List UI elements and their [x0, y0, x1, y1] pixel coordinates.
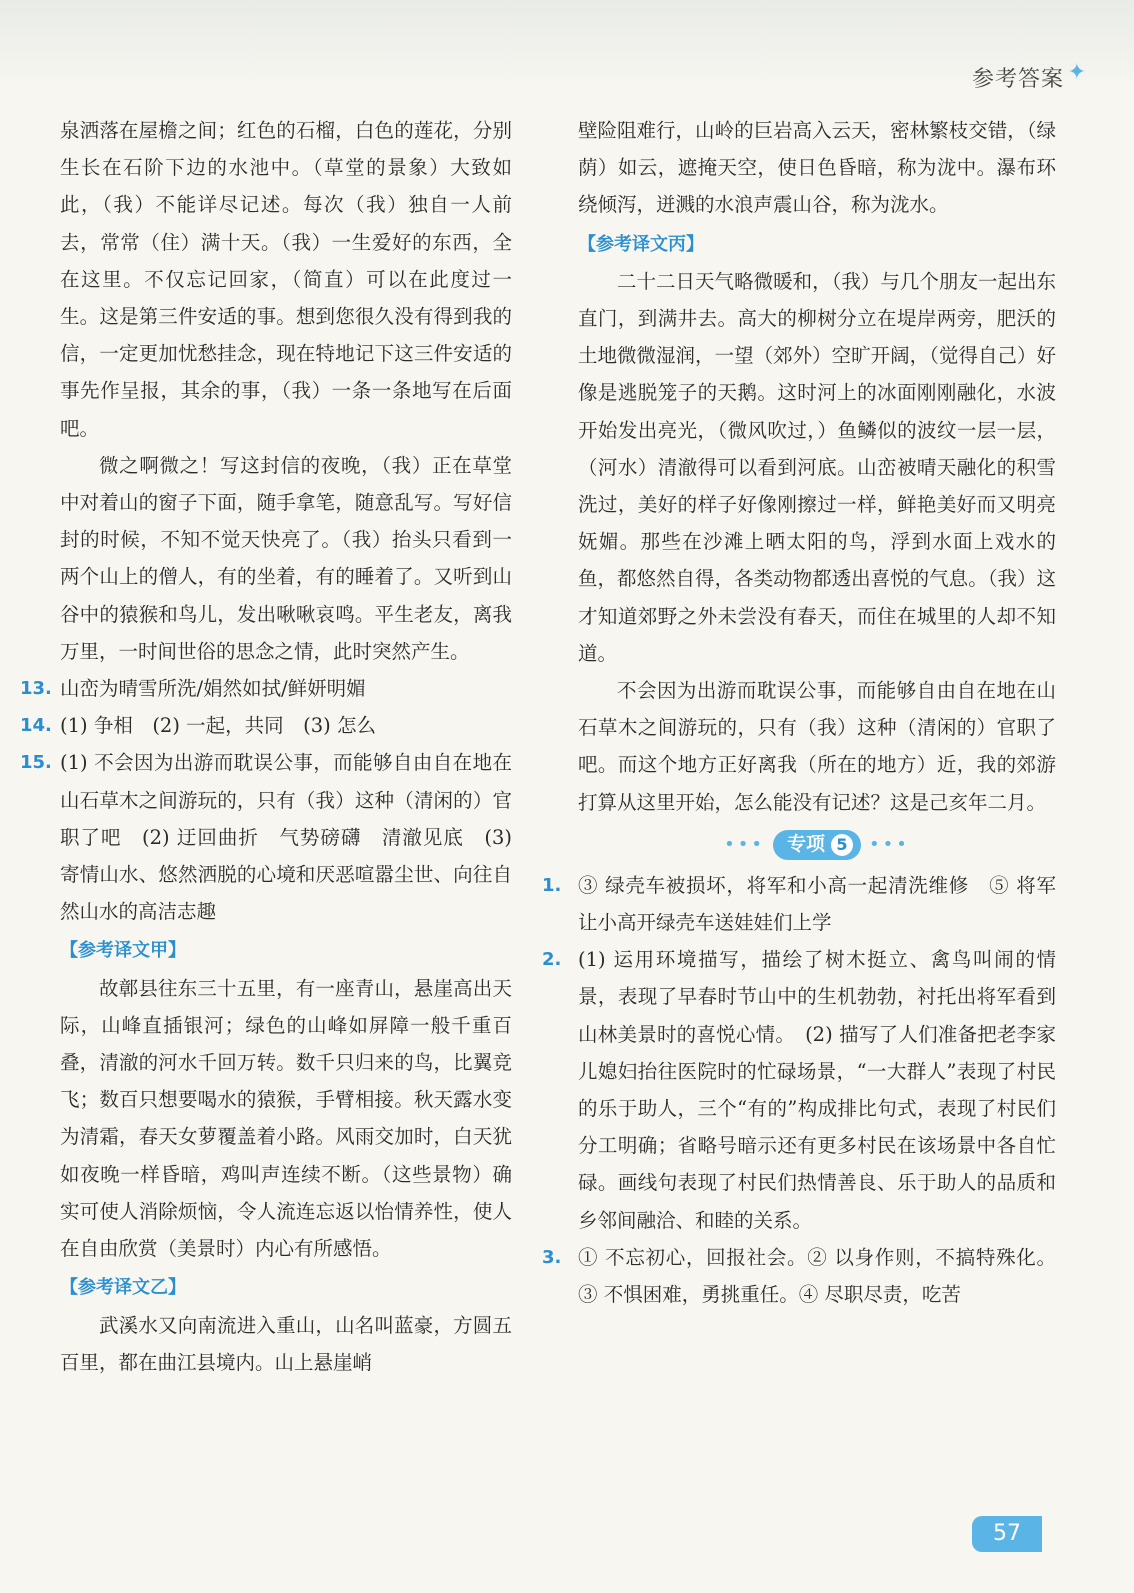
- top-band: [0, 0, 1134, 80]
- question-number: 15.: [20, 752, 52, 774]
- header-title: 参考答案: [971, 67, 1064, 92]
- heading-translation-jia: 【参考译文甲】: [60, 940, 186, 962]
- paragraph: 武溪水又向南流进入重山，山名叫蓝豪，方圆五百里，都在曲江县境内。山上悬崖峭: [60, 1313, 512, 1374]
- answer-text: (1) 运用环境描写，描绘了树木挺立、禽鸟叫闹的情景，表现了早春时节山中的生机勃勃，衬托出将军看到山林美景时的喜悦心情。 (2) 描写了人们准备把老李家儿媳妇抬往医院时的忙碌场景，“一大群人”表现了村民的乐于助人，三个“有的”构成排比句式，表现了村民们分工明确；省略号暗示还有更多村民在该场景中各自忙碌。画线句表现了村民们热情善良、乐于助人的品质和乡邻间融洽、和睦的关系。: [578, 948, 1056, 1232]
- left-column: [20, 112, 512, 1381]
- section-label-text: 专项: [786, 833, 825, 856]
- heading-translation-yi: 【参考译文乙】: [60, 1277, 186, 1299]
- question-14: [20, 707, 512, 744]
- question-number: 14.: [20, 715, 52, 737]
- question-number: 2.: [542, 949, 562, 971]
- section-pill: [773, 830, 861, 860]
- answer-text: (1) 不会因为出游而耽误公事，而能够自由自在地在山石草木之间游玩的，只有（我）这种（清闲的）官职了吧 (2) 迂回曲折 气势磅礴 清澈见底 (3) 寄情山水、悠然洒脱的心境和厌恶喧嚣尘世、向往自然山水的高洁志趣: [60, 751, 512, 924]
- page-number: 57: [972, 1516, 1042, 1552]
- paragraph: 泉洒落在屋檐之间；红色的石榴，白色的莲花，分别生长在石阶下边的水池中。（草堂的景象）大致如此，（我）不能详尽记述。每次（我）独自一人前去，常常（住）满十天。（我）一生爱好的东西，全在这里。不仅忘记回家，（简直）可以在此度过一生。这是第三件安适的事。想到您很久没有得到我的信，一定更加忧愁挂念，现在特地记下这三件安适的事先作呈报，其余的事，（我）一条一条地写在后面吧。: [60, 119, 512, 440]
- question-number: 1.: [542, 874, 562, 896]
- answer-text: 山峦为晴雪所洗/娟然如拭/鲜妍明媚: [60, 677, 366, 701]
- answer-text: ③ 绿壳车被损坏，将军和小高一起清洗维修 ⑤ 将军让小高开绿壳车送娃娃们上学: [578, 873, 1056, 935]
- question-number: 3.: [542, 1246, 562, 1268]
- dots-right: •••: [869, 834, 910, 856]
- paragraph: 故鄣县往东三十五里，有一座青山，悬崖高出天际，山峰直插银河；绿色的山峰如屏障一般千重百叠，清澈的河水千回万转。数千只归来的鸟，比翼竞飞；数百只想要喝水的猿猴，手臂相接。秋天露水变为清霜，春天女萝覆盖着小路。风雨交加时，白天犹如夜晚一样昏暗，鸡叫声连续不断。（这些景物）确实可使人消除烦恼，令人流连忘返以怡情养性，使人在自由欣赏（美景时）内心有所感悟。: [60, 976, 512, 1261]
- paragraph: 壁险阻难行，山岭的巨岩高入云天，密林繁枝交错，（绿荫）如云，遮掩天空，使日色昏暗，称为泷中。瀑布环绕倾泻，迸溅的水浪声震山谷，称为泷水。: [578, 119, 1056, 217]
- section-number: 5: [831, 834, 853, 856]
- dots-left: •••: [724, 834, 765, 856]
- right-column: [542, 112, 1056, 1313]
- answer-text: (1) 争相 (2) 一起，共同 (3) 怎么: [60, 714, 376, 738]
- question-2: [542, 941, 1056, 1239]
- question-15: [20, 744, 512, 930]
- paragraph: 二十二日天气略微暖和，（我）与几个朋友一起出东直门，到满井去。高大的柳树分立在堤岸两旁，肥沃的土地微微湿润，一望（郊外）空旷开阔，（觉得自己）好像是逃脱笼子的天鹅。这时河上的冰面刚刚融化，水波开始发出亮光，（微风吹过，）鱼鳞似的波纹一层一层，（河水）清澈得可以看到河底。山峦被晴天融化的积雪洗过，美好的样子好像刚擦过一样，鲜艳美好而又明亮妩媚。那些在沙滩上晒太阳的鸟，浮到水面上戏水的鱼，都悠然自得，各类动物都透出喜悦的气息。（我）这才知道郊野之外未尝没有春天，而住在城里的人却不知道。: [578, 269, 1056, 665]
- paragraph: 微之啊微之！写这封信的夜晚，（我）正在草堂中对着山的窗子下面，随手拿笔，随意乱写。写好信封的时候，不知不觉天快亮了。（我）抬头只看到一两个山上的僧人，有的坐着，有的睡着了。又听到山谷中的猿猴和鸟儿，发出啾啾哀鸣。平生老友，离我万里，一时间世俗的思念之情，此时突然产生。: [60, 453, 512, 663]
- paragraph: 不会因为出游而耽误公事，而能够自由自在地在山石草木之间游玩的，只有（我）这种（清闲的）官职了吧。而这个地方正好离我（所在的地方）近，我的郊游打算从这里开始，怎么能没有记述？这是己亥年二月。: [578, 679, 1056, 814]
- heading-translation-bing: 【参考译文丙】: [578, 233, 704, 255]
- answer-text: ① 不忘初心，回报社会。② 以身作则，不搞特殊化。③ 不惧困难，勇挑重任。④ 尽职尽责，吃苦: [578, 1245, 1056, 1307]
- section-label: [578, 825, 1056, 865]
- question-13: [20, 670, 512, 707]
- sparkle-icon: ✦: [1067, 60, 1086, 85]
- question-number: 13.: [20, 678, 52, 700]
- question-1: [542, 867, 1056, 941]
- question-3: [542, 1239, 1056, 1313]
